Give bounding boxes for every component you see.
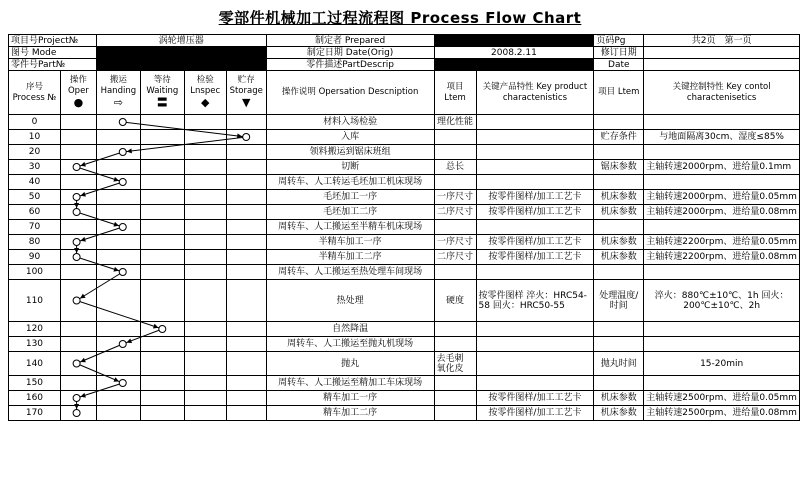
flow-cell-handling <box>96 322 140 337</box>
table-row <box>9 406 800 421</box>
flow-cell-handling <box>96 190 140 205</box>
cell-control: 与地面隔离30cm、湿度≤85% <box>644 130 800 145</box>
cell-item1 <box>434 220 476 235</box>
flow-cell-waiting <box>140 391 184 406</box>
cell-item2: 机床参数 <box>594 250 644 265</box>
table-row <box>9 376 800 391</box>
cell-item2 <box>594 376 644 391</box>
header-desc: 操作说明 Opersation Descniption <box>266 71 434 115</box>
cell-item2 <box>594 115 644 130</box>
cell-no: 70 <box>9 220 61 235</box>
cell-product: 按零件图样/加工工艺卡 <box>476 205 594 220</box>
cell-item2 <box>594 145 644 160</box>
table-row <box>9 160 800 175</box>
flow-cell-storage <box>226 130 266 145</box>
flow-cell-handling <box>96 337 140 352</box>
flow-cell-storage <box>226 250 266 265</box>
cell-no: 30 <box>9 160 61 175</box>
flow-cell-handling <box>96 175 140 190</box>
cell-control <box>644 115 800 130</box>
cell-product <box>476 376 594 391</box>
flow-cell-handling <box>96 160 140 175</box>
cell-control <box>644 175 800 190</box>
flow-cell-oper <box>60 322 96 337</box>
cell-item1 <box>434 322 476 337</box>
info-row-2 <box>9 47 800 59</box>
cell-item2: 处理温度/时间 <box>594 280 644 322</box>
flow-cell-waiting <box>140 265 184 280</box>
flow-cell-oper <box>60 235 96 250</box>
cell-no: 160 <box>9 391 61 406</box>
cell-product <box>476 115 594 130</box>
cell-control <box>644 376 800 391</box>
flow-cell-handling <box>96 280 140 322</box>
cell-desc: 半精车加工一序 <box>266 235 434 250</box>
prepared-label: 制定者 Prepared <box>266 35 434 47</box>
cell-no: 0 <box>9 115 61 130</box>
cell-desc: 周转车、人工搬运至抛丸机现场 <box>266 337 434 352</box>
table-row <box>9 352 800 376</box>
info-row-1 <box>9 35 800 47</box>
cell-item1: 硬度 <box>434 280 476 322</box>
flow-cell-handling <box>96 220 140 235</box>
flow-cell-waiting <box>140 160 184 175</box>
partno-value <box>96 59 266 71</box>
cell-desc: 周转车、人工搬运至半精车机床现场 <box>266 220 434 235</box>
table-row <box>9 205 800 220</box>
flow-cell-waiting <box>140 337 184 352</box>
cell-control: 主轴转速2000rpm、进给量0.1mm <box>644 160 800 175</box>
flow-cell-storage <box>226 175 266 190</box>
cell-desc: 领料搬运到锯床班组 <box>266 145 434 160</box>
cell-no: 170 <box>9 406 61 421</box>
cell-product: 按零件图样/加工工艺卡 <box>476 190 594 205</box>
cell-no: 60 <box>9 205 61 220</box>
table-row <box>9 235 800 250</box>
flow-cell-storage <box>226 145 266 160</box>
date-value <box>644 59 800 71</box>
flow-cell-storage <box>226 406 266 421</box>
partno-label: 零件号Part№ <box>9 59 97 71</box>
flow-cell-inspec <box>184 190 226 205</box>
cell-product <box>476 220 594 235</box>
cell-item1 <box>434 145 476 160</box>
inspec-diamond-icon: ◆ <box>201 96 210 109</box>
header-control: 关键控制特性 Key contol charactenisetics <box>644 71 800 115</box>
model-value <box>96 47 266 59</box>
flow-cell-handling <box>96 145 140 160</box>
partdesc-value <box>434 59 594 71</box>
cell-item1 <box>434 265 476 280</box>
cell-control: 主轴转速2200rpm、进给量0.08mm <box>644 250 800 265</box>
cell-desc: 精车加工一序 <box>266 391 434 406</box>
cell-item2 <box>594 265 644 280</box>
cell-desc: 毛坯加工一序 <box>266 190 434 205</box>
cell-desc: 切断 <box>266 160 434 175</box>
cell-no: 140 <box>9 352 61 376</box>
flow-cell-storage <box>226 280 266 322</box>
flow-cell-handling <box>96 352 140 376</box>
flow-cell-inspec <box>184 160 226 175</box>
project-value: 涡轮增压器 <box>96 35 266 47</box>
cell-no: 40 <box>9 175 61 190</box>
header-handling: 搬运 Handing ⇨ <box>96 71 140 115</box>
header-inspec: 检验 Lnspec ◆ <box>184 71 226 115</box>
flow-cell-storage <box>226 190 266 205</box>
table-row <box>9 337 800 352</box>
cell-item2: 机床参数 <box>594 205 644 220</box>
cell-control: 主轴转速2500rpm、进给量0.08mm <box>644 406 800 421</box>
cell-no: 100 <box>9 265 61 280</box>
cell-desc: 抛丸 <box>266 352 434 376</box>
storage-triangle-icon: ▼ <box>241 96 251 109</box>
flow-cell-inspec <box>184 130 226 145</box>
cell-item1 <box>434 391 476 406</box>
cell-item2 <box>594 175 644 190</box>
flow-cell-waiting <box>140 352 184 376</box>
cell-item2 <box>594 322 644 337</box>
cell-item1 <box>434 376 476 391</box>
flow-cell-oper <box>60 250 96 265</box>
sheet-title <box>0 0 800 34</box>
cell-item1: 去毛刺 氧化皮 <box>434 352 476 376</box>
flow-cell-inspec <box>184 352 226 376</box>
cell-desc: 材料入场检验 <box>266 115 434 130</box>
flow-cell-waiting <box>140 205 184 220</box>
header-row <box>9 71 800 115</box>
cell-item1 <box>434 175 476 190</box>
cell-desc: 自然降温 <box>266 322 434 337</box>
cell-no: 80 <box>9 235 61 250</box>
cell-desc: 周转车、人工搬运至精加工车床现场 <box>266 376 434 391</box>
date-orig-value: 2008.2.11 <box>434 47 594 59</box>
flow-cell-oper <box>60 406 96 421</box>
flow-cell-oper <box>60 190 96 205</box>
flow-cell-storage <box>226 235 266 250</box>
table-row <box>9 250 800 265</box>
cell-control <box>644 337 800 352</box>
project-label: 项目号Project№ <box>9 35 97 47</box>
cell-control <box>644 145 800 160</box>
cell-product: 按零件图样/加工工艺卡 <box>476 235 594 250</box>
flow-cell-oper <box>60 145 96 160</box>
cell-desc: 毛坯加工二序 <box>266 205 434 220</box>
flow-table <box>8 34 800 421</box>
cell-control: 淬火：880℃±10℃、1h 回火：200℃±10℃、2h <box>644 280 800 322</box>
cell-desc: 入库 <box>266 130 434 145</box>
oper-symbol-icon: ● <box>73 96 84 109</box>
cell-item2 <box>594 337 644 352</box>
cell-item1: 一序尺寸 <box>434 190 476 205</box>
info-row-3 <box>9 59 800 71</box>
model-label: 图号 Mode <box>9 47 97 59</box>
cell-product: 按零件图样/加工工艺卡 <box>476 406 594 421</box>
table-row <box>9 265 800 280</box>
cell-control: 主轴转速2500rpm、进给量0.05mm <box>644 391 800 406</box>
flow-cell-waiting <box>140 130 184 145</box>
header-item2: 项目 Ltem <box>594 71 644 115</box>
cell-desc: 周转车、人工转运毛坯加工机床现场 <box>266 175 434 190</box>
cell-product <box>476 337 594 352</box>
cell-control <box>644 220 800 235</box>
flow-cell-inspec <box>184 376 226 391</box>
header-item1: 项目 Ltem <box>434 71 476 115</box>
cell-no: 110 <box>9 280 61 322</box>
cell-item1: 理化性能 <box>434 115 476 130</box>
flow-cell-waiting <box>140 322 184 337</box>
cell-item1: 总长 <box>434 160 476 175</box>
flow-cell-inspec <box>184 250 226 265</box>
cell-control: 15-20min <box>644 352 800 376</box>
flow-cell-oper <box>60 337 96 352</box>
cell-no: 10 <box>9 130 61 145</box>
cell-product <box>476 160 594 175</box>
flow-cell-waiting <box>140 280 184 322</box>
cell-no: 130 <box>9 337 61 352</box>
cell-item1: 二序尺寸 <box>434 250 476 265</box>
header-waiting: 等待 Waiting 〓 <box>140 71 184 115</box>
flow-cell-waiting <box>140 145 184 160</box>
flow-cell-inspec <box>184 337 226 352</box>
cell-item1 <box>434 337 476 352</box>
table-row <box>9 115 800 130</box>
cell-item2: 机床参数 <box>594 406 644 421</box>
flow-cell-storage <box>226 352 266 376</box>
table-row <box>9 220 800 235</box>
cell-desc: 精车加工二序 <box>266 406 434 421</box>
header-storage: 贮存 Storage ▼ <box>226 71 266 115</box>
table-row <box>9 175 800 190</box>
cell-no: 20 <box>9 145 61 160</box>
flow-cell-storage <box>226 376 266 391</box>
cell-control: 主轴转速2000rpm、进给量0.08mm <box>644 205 800 220</box>
cell-item1: 一序尺寸 <box>434 235 476 250</box>
flow-cell-storage <box>226 391 266 406</box>
page-value: 共2页 第一页 <box>644 35 800 47</box>
flow-cell-oper <box>60 265 96 280</box>
flow-cell-inspec <box>184 220 226 235</box>
flow-cell-waiting <box>140 376 184 391</box>
cell-item1: 二序尺寸 <box>434 205 476 220</box>
cell-control <box>644 265 800 280</box>
cell-product <box>476 352 594 376</box>
flow-cell-storage <box>226 160 266 175</box>
cell-desc: 热处理 <box>266 280 434 322</box>
cell-control: 主轴转速2000rpm、进给量0.05mm <box>644 190 800 205</box>
cell-item2: 抛丸时间 <box>594 352 644 376</box>
flow-cell-storage <box>226 322 266 337</box>
flow-cell-handling <box>96 376 140 391</box>
flow-cell-oper <box>60 352 96 376</box>
revise-value <box>644 47 800 59</box>
flow-cell-waiting <box>140 235 184 250</box>
flow-cell-storage <box>226 265 266 280</box>
cell-product <box>476 130 594 145</box>
title-text: 零部件机械加工过程流程图 Process Flow Chart <box>218 8 582 27</box>
flow-cell-waiting <box>140 406 184 421</box>
cell-item2 <box>594 220 644 235</box>
cell-item1 <box>434 130 476 145</box>
flow-cell-handling <box>96 130 140 145</box>
table-row <box>9 145 800 160</box>
revise-label: 修订日期 <box>594 47 644 59</box>
date-label: Date <box>594 59 644 71</box>
cell-item2: 机床参数 <box>594 190 644 205</box>
flow-cell-storage <box>226 115 266 130</box>
flow-cell-inspec <box>184 235 226 250</box>
cell-product: 按零件图样/加工工艺卡 <box>476 250 594 265</box>
cell-product <box>476 145 594 160</box>
flow-cell-waiting <box>140 115 184 130</box>
flow-cell-waiting <box>140 220 184 235</box>
flow-cell-oper <box>60 391 96 406</box>
flow-cell-oper <box>60 175 96 190</box>
flow-cell-handling <box>96 265 140 280</box>
cell-product: 按零件图样/加工工艺卡 <box>476 391 594 406</box>
table-row <box>9 130 800 145</box>
table-row <box>9 190 800 205</box>
flow-cell-oper <box>60 220 96 235</box>
handling-arrow-icon: ⇨ <box>113 96 123 109</box>
flow-cell-oper <box>60 376 96 391</box>
flow-cell-handling <box>96 391 140 406</box>
cell-item2: 机床参数 <box>594 235 644 250</box>
flow-cell-handling <box>96 250 140 265</box>
flow-cell-storage <box>226 220 266 235</box>
flow-cell-inspec <box>184 391 226 406</box>
cell-desc: 半精车加工二序 <box>266 250 434 265</box>
cell-item2: 锯床参数 <box>594 160 644 175</box>
cell-product <box>476 175 594 190</box>
page-label: 页码Pg <box>594 35 644 47</box>
cell-no: 150 <box>9 376 61 391</box>
table-row <box>9 391 800 406</box>
flow-cell-inspec <box>184 280 226 322</box>
table-row <box>9 322 800 337</box>
flow-cell-storage <box>226 337 266 352</box>
flow-cell-oper <box>60 280 96 322</box>
flow-cell-oper <box>60 205 96 220</box>
flow-cell-inspec <box>184 265 226 280</box>
cell-control <box>644 322 800 337</box>
flow-cell-oper <box>60 115 96 130</box>
flow-cell-waiting <box>140 250 184 265</box>
partdesc-label: 零件描述PartDescrip <box>266 59 434 71</box>
flow-cell-handling <box>96 205 140 220</box>
cell-no: 90 <box>9 250 61 265</box>
flow-cell-inspec <box>184 406 226 421</box>
cell-no: 120 <box>9 322 61 337</box>
cell-item2: 贮存条件 <box>594 130 644 145</box>
flow-cell-inspec <box>184 145 226 160</box>
flow-cell-oper <box>60 130 96 145</box>
flow-cell-waiting <box>140 175 184 190</box>
waiting-symbol-icon: 〓 <box>156 96 168 109</box>
cell-item1 <box>434 406 476 421</box>
cell-control: 主轴转速2200rpm、进给量0.05mm <box>644 235 800 250</box>
prepared-value <box>434 35 594 47</box>
flow-cell-waiting <box>140 190 184 205</box>
flow-cell-handling <box>96 235 140 250</box>
table-row <box>9 280 800 322</box>
cell-product <box>476 322 594 337</box>
flow-cell-inspec <box>184 322 226 337</box>
cell-no: 50 <box>9 190 61 205</box>
flow-cell-inspec <box>184 205 226 220</box>
flow-cell-inspec <box>184 115 226 130</box>
flow-cell-storage <box>226 205 266 220</box>
cell-product: 按零件图样 淬火：HRC54-58 回火：HRC50-55 <box>476 280 594 322</box>
cell-item2: 机床参数 <box>594 391 644 406</box>
header-seq: 序号 Process № <box>9 71 61 115</box>
cell-desc: 周转车、人工搬运至热处理车间现场 <box>266 265 434 280</box>
header-product: 关键产品特性 Key product charactenistics <box>476 71 594 115</box>
flow-cell-handling <box>96 406 140 421</box>
flow-cell-inspec <box>184 175 226 190</box>
flow-cell-oper <box>60 160 96 175</box>
cell-product <box>476 265 594 280</box>
date-orig-label: 制定日期 Date(Orig) <box>266 47 434 59</box>
header-oper: 操作 Oper ● <box>60 71 96 115</box>
flow-cell-handling <box>96 115 140 130</box>
